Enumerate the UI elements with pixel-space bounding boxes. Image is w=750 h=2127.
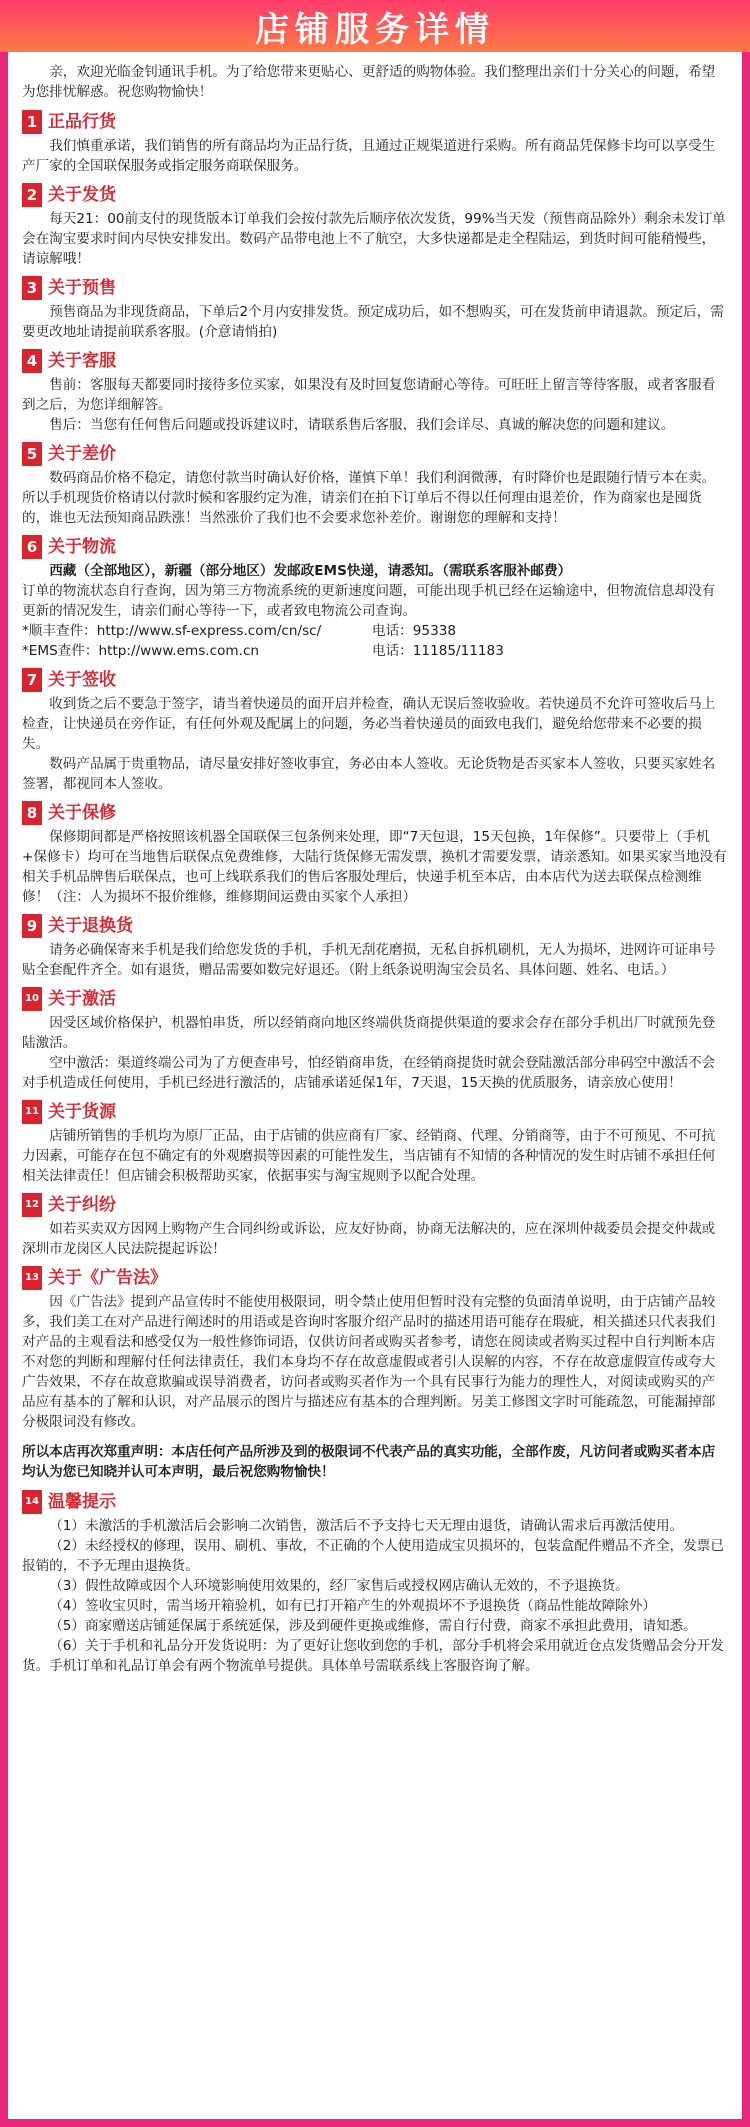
section-header (22, 442, 728, 466)
section-header (22, 668, 728, 692)
section-title: 关于客服 (48, 351, 116, 371)
query-link[interactable]: *顺丰查件：http://www.sf-express.com/cn/sc/ (22, 623, 322, 639)
page-title: 店铺服务详情 (255, 9, 495, 50)
tips-title: 温馨提示 (48, 1492, 116, 1512)
query-phone: 电话：95338 (372, 623, 457, 639)
section-header (22, 1193, 728, 1217)
section-paragraph: 订单的物流状态自行查询，因为第三方物流系统的更新速度问题，可能出现手机已经在运输途中，但物流信息却没有更新的情况发生，请亲们耐心等待一下，或者致电物流公司查询。 (22, 583, 716, 619)
section-paragraph: 预售商品为非现货商品，下单后2个月内安排发货。预定成功后，如不想购买，可在发货前申请退款。预定后，需要更改地址请提前联系客服。(介意请悄拍) (22, 304, 724, 340)
section (22, 110, 728, 176)
section-number: 3 (22, 276, 42, 300)
section-number: 5 (22, 442, 42, 466)
tips-section (22, 1490, 728, 1676)
tips-header (22, 1490, 728, 1514)
section-title: 关于签收 (48, 670, 116, 690)
section-paragraph: 保修期间都是严格按照该机器全国联保三包条例来处理，即“7天包退，15天包换，1年保修”。只要带上（手机+保修卡）均可在当地售后联保点免费维修，大陆行货保修无需发票，换机才需要发票，请亲悉知。如果买家当地没有相关手机品牌售后联保点，也可上线联系我们的售后客服处理后，快递手机至本店，由本店代为送去联保点检测维修！（注：人为损坏不报价维修，维修期间运费由买家个人承担） (22, 829, 727, 905)
section (22, 535, 728, 661)
section-title: 正品行货 (48, 112, 116, 132)
section-header (22, 276, 728, 300)
section-paragraph: 售后：当您有任何售后问题或投诉建议时，请联系售后客服，我们会详尽、真诚的解决您的问题和建议。 (49, 417, 675, 433)
section (22, 1266, 728, 1432)
section-title: 关于纠纷 (48, 1195, 116, 1215)
sections-list (22, 110, 728, 1432)
query-row (22, 621, 728, 641)
section-header (22, 535, 728, 559)
section-number: 1 (22, 110, 42, 134)
section (22, 349, 728, 435)
section-title: 关于货源 (48, 1102, 116, 1122)
section-number: 9 (22, 914, 42, 938)
section-title: 关于退换货 (48, 916, 133, 936)
section-number: 8 (22, 801, 42, 825)
section-paragraph: 数码商品价格不稳定，请您付款当时确认好价格，谨慎下单！我们利润微薄，有时降价也是跟随行情亏本在卖。所以手机现货价格请以付款时候和客服约定为准，请亲们在拍下订单后不得以任何理由退差价，作为商家也是囤货的，谁也无法预知商品跌涨！当然涨价了我们也不会要求您补差价。谢谢您的理解和支持！ (22, 470, 716, 526)
header-banner (0, 0, 750, 52)
section-paragraph: 数码产品属于贵重物品，请尽量安排好签收事宜，务必由本人签收。无论货物是否买家本人签收，只要买家姓名签署，都视同本人签收。 (22, 756, 716, 792)
tips-items (22, 1516, 728, 1676)
section (22, 987, 728, 1093)
section-notice: 西藏（全部地区），新疆（部分地区）发邮政EMS快递，请悉知。（需联系客服补邮费） (49, 563, 572, 579)
section-header (22, 1266, 728, 1290)
section-title: 关于《广告法》 (48, 1268, 167, 1288)
section-title: 关于差价 (48, 444, 116, 464)
section-paragraph: 每天21：00前支付的现货版本订单我们会按付款先后顺序依次发货，99%当天发（预售商品除外）剩余未发订单会在淘宝要求时间内尽快安排发出。数码产品带电池上不了航空，大多快递都是走全程陆运，到货时间可能稍慢些，请谅解哦！ (22, 211, 726, 267)
section-number: 4 (22, 349, 42, 373)
section (22, 1193, 728, 1259)
section-paragraph: 店铺所销售的手机均为原厂正品，由于店铺的供应商有厂家、经销商、代理、分销商等，由于不可预见、不可抗力因素，可能存在包不确定有的外观磨损等因素的可能性发生，当店铺有不知情的各种情况的发生时店铺不承担任何相关法律责任！但店铺会积极帮助买家，依据事实与淘宝规则予以配合处理。 (22, 1128, 716, 1184)
section-paragraph: 售前：客服每天都要同时接待多位买家，如果没有及时回复您请耐心等待。可旺旺上留言等待客服，或者客服看到之后，为您详细解答。 (22, 377, 716, 413)
section-paragraph: 如若买卖双方因网上购物产生合同纠纷或诉讼，应友好协商，协商无法解决的，应在深圳仲裁委员会提交仲裁或深圳市龙岗区人民法院提起诉讼！ (22, 1221, 716, 1257)
content-panel (8, 52, 742, 2119)
section-title: 关于预售 (48, 278, 116, 298)
declaration-text: 所以本店再次郑重声明：本店任何产品所涉及到的极限词不代表产品的真实功能，全部作废，凡访问者或购买者本店均认为您已知晓并认可本声明，最后祝您购物愉快！ (22, 1444, 716, 1480)
tip-item: （5）商家赠送店铺延保属于系统延保，涉及到硬件更换或维修，需自行付费，商家不承担此费用，请知悉。 (49, 1618, 697, 1634)
section-paragraph: 空中激活：渠道终端公司为了方便查串号，怕经销商串货，在经销商提货时就会登陆激活部分串码空中激活不会对手机造成任何使用，手机已经进行激活的，店铺承诺延保1年，7天退，15天换的优质服务，请亲放心使用！ (22, 1055, 716, 1091)
section (22, 801, 728, 907)
query-link[interactable]: *EMS查件：http://www.ems.com.cn (22, 643, 260, 659)
query-row (22, 641, 728, 661)
section-number: 14 (22, 1490, 42, 1514)
section-paragraph: 因受区域价格保护，机器怕串货，所以经销商向地区终端供货商提供渠道的要求会存在部分手机出厂时就预先登陆激活。 (22, 1015, 716, 1051)
section-paragraph: 因《广告法》提到产品宣传时不能使用极限词，明令禁止使用但暂时没有完整的负面清单说明，由于店铺产品较多，我们美工在对产品进行阐述时的用语或是咨询时客服介绍产品时的描述用语可能存在瑕疵，相关描述只代表我们对产品的主观看法和感受仅为一般性修饰词语，仅供访问者或购买者参考，请您在阅读或者购买过程中自行判断本店不对您的判断和理解付任何法律责任，我们本身均不存在故意虚假或者引人误解的内容，不存在故意虚假宣传或夸大广告效果，不存在故意欺骗或误导消费者，访问者或购买者作为一个具有民事行为能力的理性人，对阅读或购买的产品应有基本的了解和认识，对产品展示的图片与描述应有基本的合理判断。另美工修图文字时可能疏忽，可能漏掉部分极限词没有修改。 (22, 1294, 716, 1430)
section-title: 关于物流 (48, 537, 116, 557)
section (22, 668, 728, 794)
section-header (22, 987, 728, 1011)
section (22, 914, 728, 980)
intro-text: 亲，欢迎光临金钊通讯手机。为了给您带来更贴心、更舒适的购物体验。我们整理出亲们十分关心的问题，希望为您排忧解惑。祝您购物愉快！ (22, 64, 716, 100)
section-number: 10 (22, 987, 42, 1011)
section (22, 1100, 728, 1186)
section-header (22, 110, 728, 134)
section (22, 183, 728, 269)
section-number: 7 (22, 668, 42, 692)
section-number: 11 (22, 1100, 42, 1124)
section-title: 关于激活 (48, 989, 116, 1009)
tip-item: （6）关于手机和礼品分开发货说明：为了更好让您收到您的手机，部分手机将会采用就近仓点发货赠品会分开发货。手机订单和礼品订单会有两个物流单号提供。具体单号需联系线上客服咨询了解。 (22, 1638, 724, 1674)
tip-item: （3）假性故障或因个人环境影响使用效果的，经厂家售后或授权网店确认无效的，不予退换货。 (49, 1578, 629, 1594)
section-header (22, 914, 728, 938)
section (22, 442, 728, 528)
section-header (22, 183, 728, 207)
section-paragraph: 收到货之后不要急于签字，请当着快递员的面开启并检查，确认无误后签收验收。若快递员不允许可签收后马上检查，让快递员在旁作证，有任何外观及配属上的问题，务必当着快递员的面致电我们，避免给您带来不必要的损失。 (22, 696, 716, 752)
section-paragraph: 请务必确保寄来手机是我们给您发货的手机，手机无刮花磨损，无私自拆机刷机，无人为损坏，进网许可证串号贴全套配件齐全。如有退货，赠品需要如数完好退还。（附上纸条说明淘宝会员名、具体问题、姓名、电话。） (22, 942, 716, 978)
section-number: 2 (22, 183, 42, 207)
query-phone: 电话：11185/11183 (372, 643, 504, 659)
tip-item: （2）未经授权的修理，误用、刷机、事故，不正确的个人使用造成宝贝损坏的，包装盒配件赠品不齐全，发票已报销的，不予无理由退换货。 (22, 1538, 724, 1574)
section-header (22, 349, 728, 373)
section-number: 12 (22, 1193, 42, 1217)
section (22, 276, 728, 342)
tip-item: （1）未激活的手机激活后会影响二次销售，激活后不予支持七天无理由退货，请确认需求后再激活使用。 (49, 1518, 684, 1534)
section-title: 关于保修 (48, 803, 116, 823)
section-header (22, 801, 728, 825)
tip-item: （4）签收宝贝时，需当场开箱验机，如有已打开箱产生的外观损坏不予退换货（商品性能故障除外） (49, 1598, 656, 1614)
section-number: 13 (22, 1266, 42, 1290)
section-header (22, 1100, 728, 1124)
section-number: 6 (22, 535, 42, 559)
section-title: 关于发货 (48, 185, 116, 205)
section-paragraph: 我们慎重承诺，我们销售的所有商品均为正品行货，且通过正规渠道进行采购。所有商品凭保修卡均可以享受生产厂家的全国联保服务或指定服务商联保服务。 (22, 138, 716, 174)
